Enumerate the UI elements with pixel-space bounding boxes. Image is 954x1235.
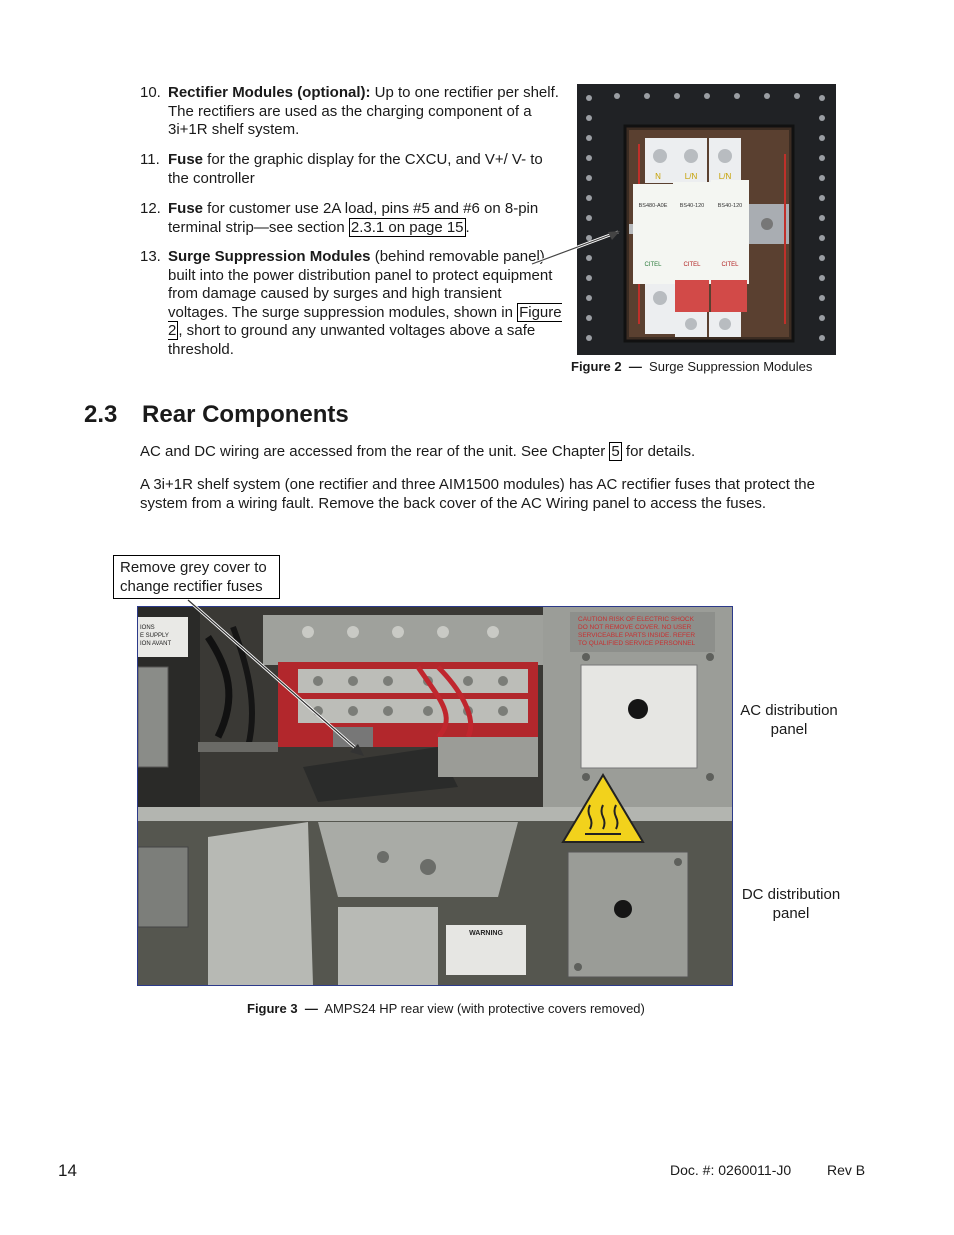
dc-distribution-label: DC distribution panel — [741, 886, 841, 922]
list-item-text: for the graphic display for the CXCU, and V+/ V- to the controller — [168, 151, 543, 187]
callout-arrow-icon — [180, 596, 380, 766]
list-item-text: Up to one rectifier per shelf. The rectifiers are used as the charging component of a 3i+1R shelf system. — [168, 84, 559, 139]
chapter-link[interactable]: 5 — [611, 443, 620, 460]
list-item-10 — [140, 84, 565, 140]
brand-citel-3: CITEL — [721, 262, 739, 268]
figure3-caption: Figure 3 — AMPS24 HP rear view (with protective covers removed) — [247, 1001, 645, 1016]
list-item-12: 12. Fuse for customer use 2A load, pins #5 and #6 on 8-pin terminal strip—see section 2.3.1 on page 15 . — [140, 200, 539, 236]
brand-citel-1: CITEL — [644, 262, 662, 268]
svg-text:ION AVANT: ION AVANT — [140, 641, 172, 647]
footer-doc-number: Doc. #: 0260011-J0 — [670, 1162, 792, 1178]
svg-text:E SUPPLY: E SUPPLY — [140, 633, 169, 639]
list-item-11 — [140, 151, 565, 188]
list-item-13: 13. Surge Suppression Modules (behind removable panel) built into the power distribution panel to protect equipment from damage caused by surges and high transient voltages. The surge suppression modules, shown in Figure 2 , short to ground any unwanted voltages above a safe threshold. — [140, 248, 562, 358]
figure-link[interactable]: Figure 2 — [168, 303, 562, 340]
module-model-3: BS40-120 — [717, 203, 743, 209]
brand-citel-2: CITEL — [683, 262, 701, 268]
caption-text: AMPS24 HP rear view (with protective covers removed) — [324, 1001, 645, 1016]
list-item-heading: Fuse — [168, 200, 204, 217]
figure-label: Figure 2 — [571, 359, 622, 374]
module-label-ln-1: L/N — [684, 172, 698, 181]
list-number: 10. — [140, 84, 161, 101]
list-number: 13. — [140, 248, 161, 265]
section-link[interactable]: 2.3.1 on page 15 — [350, 218, 464, 236]
module-model-2: BS40-120 — [679, 203, 705, 209]
dc-warning-label: WARNING — [469, 930, 503, 937]
list-item-heading: Surge Suppression Modules — [168, 248, 371, 265]
svg-text:SERVICEABLE PARTS INSIDE. REFE: SERVICEABLE PARTS INSIDE. REFER — [578, 632, 696, 639]
caption-text: Surge Suppression Modules — [649, 359, 813, 374]
figure-label: Figure 3 — [247, 1001, 298, 1016]
paragraph-2: A 3i+1R shelf system (one rectifier and three AIM1500 modules) has AC rectifier fuses that protect the system from a wiring fault. Remove the back cover of the AC Wiring panel to access the fuses. — [140, 476, 815, 512]
pointer-arrow-icon — [520, 220, 630, 280]
list-number: 11. — [140, 151, 160, 168]
section-number: 2.3 — [84, 401, 118, 428]
module-label-n: N — [655, 172, 661, 181]
list-item-heading: Fuse — [168, 151, 204, 168]
fuse-callout-box: Remove grey cover to change rectifier fuses — [113, 555, 280, 599]
shock-warning-line1: CAUTION RISK OF ELECTRIC SHOCK — [578, 616, 694, 623]
figure2-caption: Figure 2 — Surge Suppression Modules — [571, 359, 813, 374]
footer-revision: Rev B — [827, 1162, 866, 1178]
svg-text:TO QUALIFIED SERVICE PERSONNEL: TO QUALIFIED SERVICE PERSONNEL — [578, 640, 696, 647]
ac-distribution-label: AC distribution panel — [740, 702, 838, 738]
page-number: 14 — [58, 1161, 77, 1180]
list-item-text: (behind removable panel) built into the power distribution panel to protect equipment from damage caused by surges and high transient voltages. The surge suppression modules, shown in — [168, 248, 553, 321]
svg-text:IONS: IONS — [140, 625, 155, 631]
paragraph-1: AC and DC wiring are accessed from the rear of the unit. See Chapter 5 for details. — [140, 443, 696, 460]
module-label-ln-2: L/N — [718, 172, 732, 181]
section-title: Rear Components — [142, 401, 349, 428]
svg-text:DO NOT REMOVE COVER. NO USER: DO NOT REMOVE COVER. NO USER — [578, 624, 692, 631]
list-number: 12. — [140, 200, 161, 217]
list-item-heading: Rectifier Modules (optional): — [168, 84, 371, 101]
section-heading — [84, 401, 349, 429]
module-model-1: BS480-A0E — [638, 203, 668, 209]
list-item-text: for customer use 2A load, pins #5 and #6 on 8-pin terminal strip—see section — [168, 200, 539, 236]
